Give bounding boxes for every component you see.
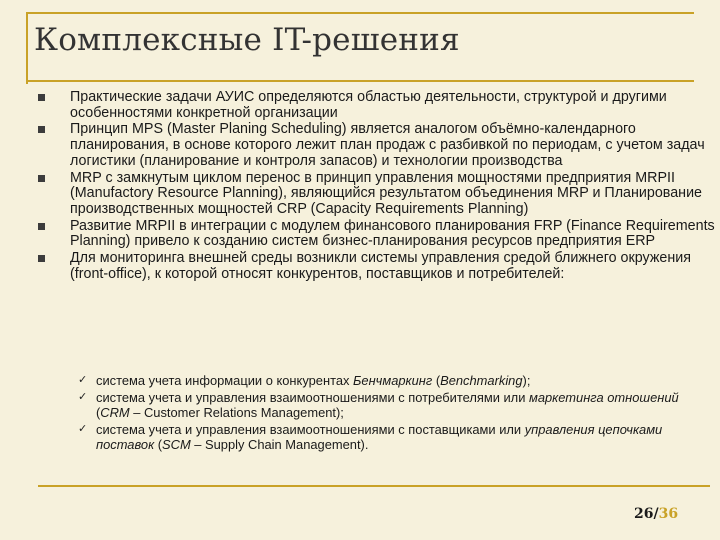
bullet-text: Для мониторинга внешней среды возникли системы управления средой ближнего окружения (front-office), к которой относят конкурентов, поставщиков и потребителей: [70,250,692,282]
bullet-item [38,171,718,218]
sub-text-italic-abbr: CRM [100,405,130,421]
sub-text-mid: ( [96,405,101,421]
square-bullet-icon [38,94,45,101]
sub-text-mid: ( [154,437,163,453]
bullet-item [38,90,718,121]
sub-bullet-item [78,390,710,421]
bullet-list [38,90,718,283]
sub-text-italic: маркетинга отношений [529,389,679,405]
sub-text-italic-abbr: Benchmarking [440,373,523,388]
sub-text-suffix: – Supply Chain Management). [190,437,369,453]
bullet-item [38,219,718,250]
bullet-text: Развитие MRPII в интеграции с модулем финансового планирования FRP (Finance Requirements Planning) привело к созданию систем бизнес-планирования ресурсов предприятия ERP [70,217,715,250]
sub-bullet-item [78,422,710,453]
checkmark-icon: ✓ [78,422,88,435]
square-bullet-icon [38,255,45,262]
sub-text-prefix: система учета информации о конкурентах [96,373,354,388]
sub-bullet-list [78,373,710,454]
bullet-text: MRP с замкнутым циклом перенос в принцип управления мощностями предприятия MRPII (Manufactory Resource Planning), являющийся результатом объединения MRP и Планирование производственных мощностей CRP (Capacity Requirements Planning) [70,169,703,217]
slide-title: Комплексные IT-решения [34,22,460,58]
page-number [634,506,678,522]
checkmark-icon: ✓ [78,374,88,386]
title-divider [26,80,694,82]
sub-text-prefix: система учета и управления взаимоотношениями с потребителями или [96,389,529,405]
bullet-item [38,122,718,169]
square-bullet-icon [38,223,45,230]
square-bullet-icon [38,175,45,182]
footer-divider [38,485,710,487]
bullet-item [38,251,718,282]
sub-bullet-item [78,373,710,389]
sub-text-italic: управления цепочками поставок [96,421,663,453]
sub-text-mid: ( [432,373,441,388]
sub-text-prefix: система учета и управления взаимоотношениями с поставщиками или [96,421,525,437]
checkmark-icon: ✓ [78,390,88,403]
sub-text-italic: Бенчмаркинг [353,373,433,388]
page-current: 26/ [634,506,659,522]
square-bullet-icon [38,126,45,133]
sub-text-italic-abbr: SCM [162,437,191,453]
page-total: 36 [658,506,679,522]
bullet-text: Практические задачи АУИС определяются областью деятельности, структурой и другими особенностями конкретной организации [70,89,667,121]
bullet-text: Принцип MPS (Master Planing Scheduling) является аналогом объёмно-календарного планирования, в основе которого лежит план продаж с разбивкой по периодам, с учетом задач логистики (планирование и контроля запасов) и технологии производства [70,121,705,169]
sub-text-suffix: ); [522,373,531,388]
sub-text-suffix: – Customer Relations Management); [129,405,344,421]
